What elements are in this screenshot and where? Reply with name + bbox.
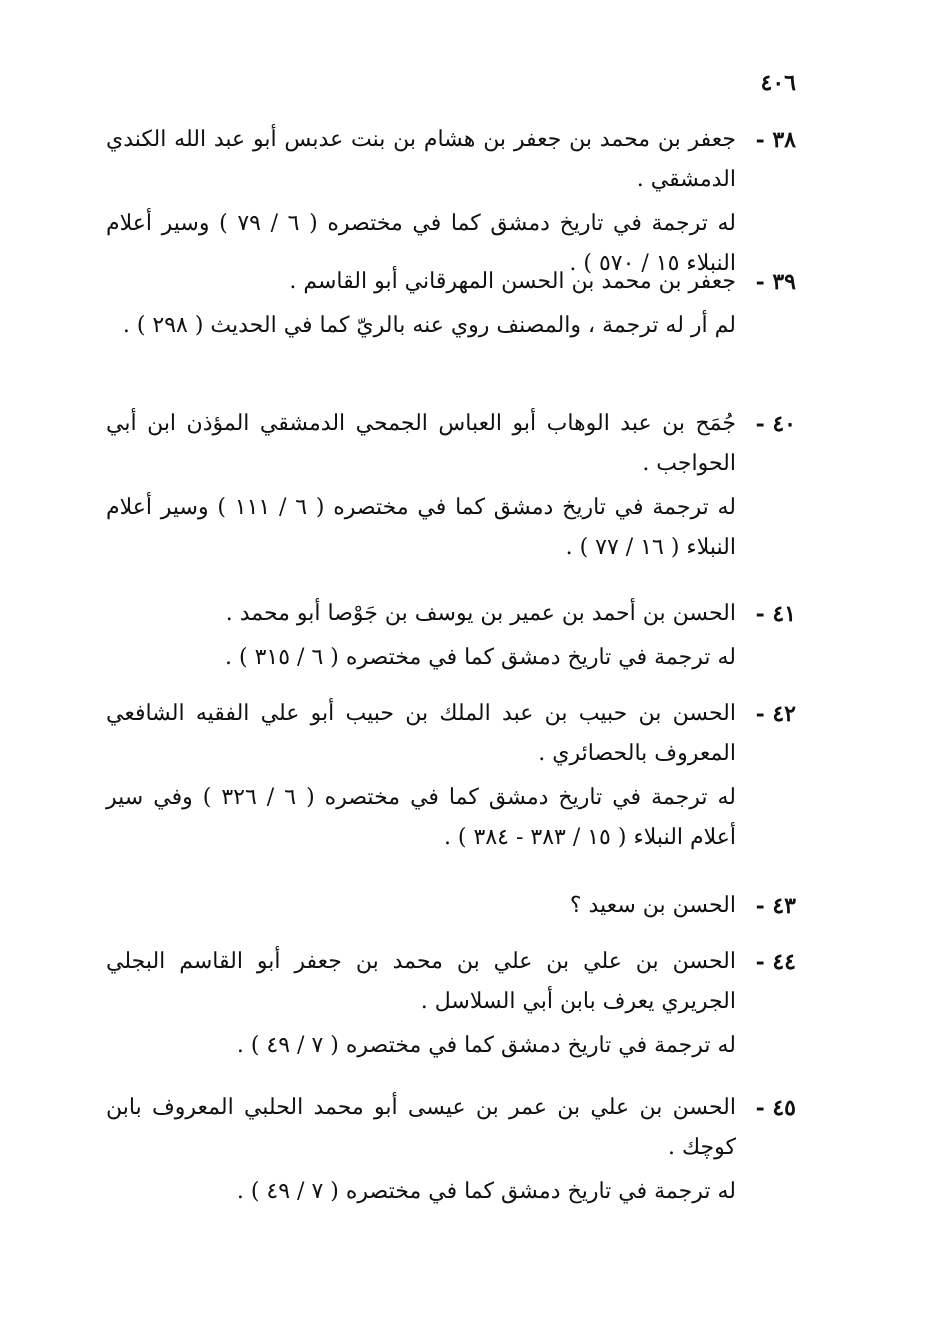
entry-heading [106,1088,796,1168]
entry-name: جعفر بن محمد بن جعفر بن هشام بن بنت عدبس أبو عبد الله الكندي الدمشقي . [106,127,736,192]
entry-note: لم أر له ترجمة ، والمصنف روي عنه بالريّ كما في الحديث ( ٢٩٨ ) . [122,313,736,338]
entry-name: الحسن بن علي بن عمر بن عيسى أبو محمد الحلبي المعروف بابن كوچك . [106,1095,736,1160]
entry-heading [106,404,796,484]
entry-39 [106,262,796,346]
entry-44 [106,942,796,1066]
entry-number: ٤٣ - [755,893,796,919]
entry-note: له ترجمة في تاريخ دمشق كما في مختصره ( ٧ / ٤٩ ) . [236,1033,736,1058]
entry-number: ٤٤ - [755,949,796,975]
entry-38 [106,120,796,284]
entry-note: له ترجمة في تاريخ دمشق كما في مختصره ( ٦ / ١١١ ) وسير أعلام النبلاء ( ١٦ / ٧٧ ) . [106,495,736,560]
entry-number: ٤٥ - [755,1095,796,1121]
entry-number: ٤٢ - [755,701,796,727]
entry-note: له ترجمة في تاريخ دمشق كما في مختصره ( ٧ / ٤٩ ) . [236,1179,736,1204]
entry-name: الحسن بن أحمد بن عمير بن يوسف بن جَوْصا أبو محمد . [225,601,736,626]
entry-number: ٣٩ - [755,269,796,295]
entry-name: الحسن بن حبيب بن عبد الملك بن حبيب أبو علي الفقيه الشافعي المعروف بالحصائري . [106,701,736,766]
entry-number: ٤٠ - [755,411,796,437]
entry-40 [106,404,796,568]
entry-note: له ترجمة في تاريخ دمشق كما في مختصره ( ٦ / ٣١٥ ) . [225,645,736,670]
entry-heading [106,886,796,926]
entry-heading [106,942,796,1022]
entry-heading [106,262,796,302]
entry-number: ٤١ - [755,601,796,627]
entry-45 [106,1088,796,1212]
entry-43 [106,886,796,926]
entry-42 [106,694,796,858]
entry-name: جعفر بن محمد بن الحسن المهرقاني أبو القاسم . [289,269,736,294]
entry-number: ٣٨ - [755,127,796,153]
entry-heading [106,694,796,774]
entry-note: له ترجمة في تاريخ دمشق كما في مختصره ( ٦ / ٧٩ ) وسير أعلام النبلاء ١٥ / ٥٧٠ ) . [106,211,736,276]
entry-heading [106,120,796,200]
entry-name: جُمَح بن عبد الوهاب أبو العباس الجمحي الدمشقي المؤذن ابن أبي الحواجب . [106,411,736,476]
entry-note: له ترجمة في تاريخ دمشق كما في مختصره ( ٦ / ٣٢٦ ) وفي سير أعلام النبلاء ( ١٥ / ٣٨٣ - ٣٨٤ ) . [106,785,736,850]
page-number: ٤٠٦ [760,70,796,96]
entry-name: الحسن بن علي بن علي بن محمد بن جعفر أبو القاسم البجلي الجريري يعرف بابن أبي السلاسل . [106,949,736,1014]
entry-41 [106,594,796,678]
entry-name: الحسن بن سعيد ؟ [569,893,736,918]
entry-heading [106,594,796,634]
